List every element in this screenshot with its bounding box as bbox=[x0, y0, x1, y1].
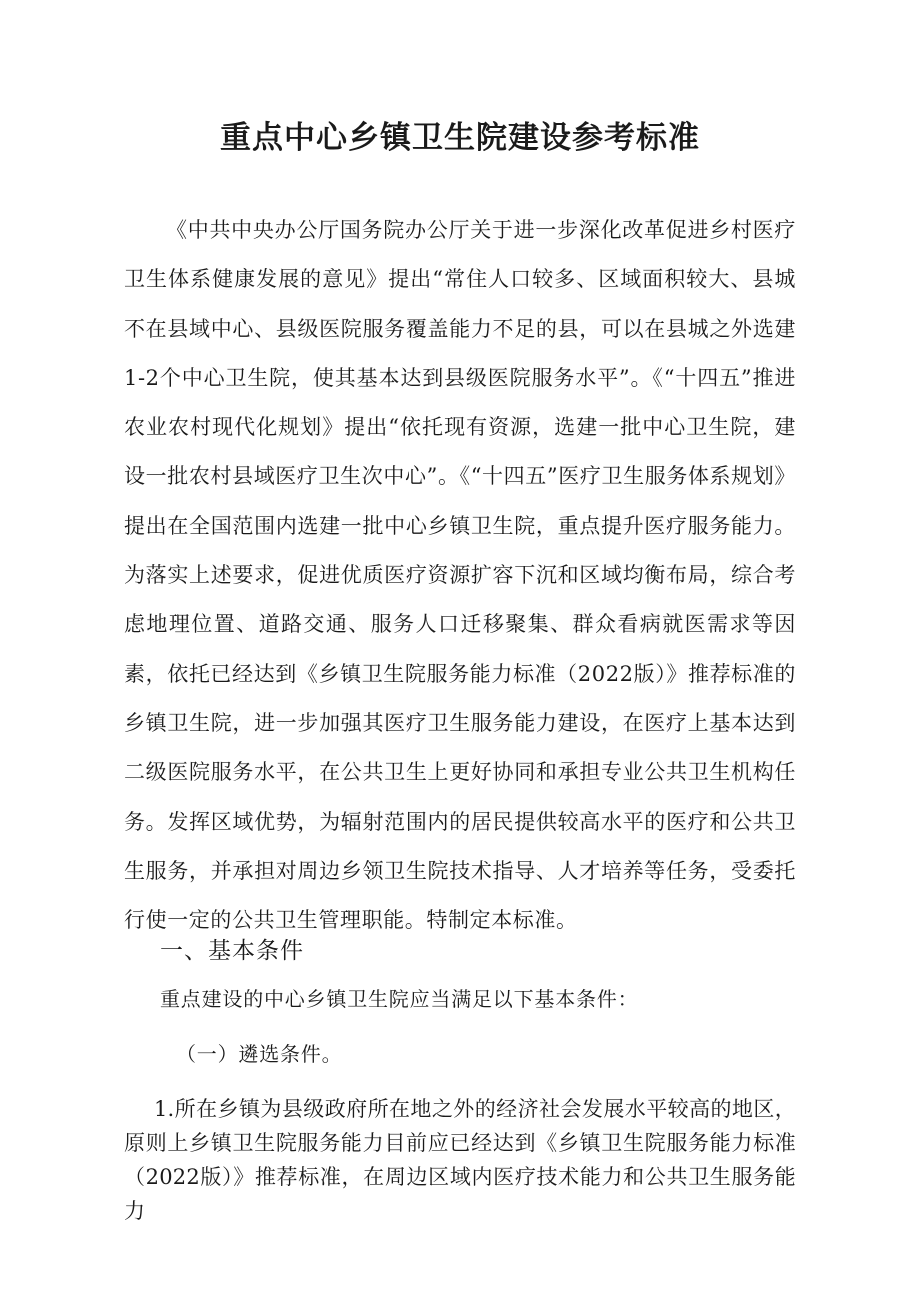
document-title: 重点中心乡镇卫生院建设参考标准 bbox=[220, 120, 700, 156]
section-heading-basic-conditions: 一、基本条件 bbox=[160, 938, 304, 964]
section-intro-text: 重点建设的中心乡镇卫生院应当满足以下基本条件： bbox=[160, 987, 639, 1011]
subsection-heading-selection: （一）遴选条件。 bbox=[176, 1042, 343, 1066]
list-item: 1.所在乡镇为县级政府所在地之外的经济社会发展水平较高的地区，原则上乡镇卫生院服务能力目前应已经达到《乡镇卫生院服务能力标准（2022版）》推荐标准，在周边区域内医疗技术能力和公共卫生服务能力 bbox=[124, 1097, 796, 1223]
intro-paragraph: 《中共中央办公厅国务院办公厅关于进一步深化改革促进乡村医疗卫生体系健康发展的意见》提出“常住人口较多、区域面积较大、县城不在县域中心、县级医院服务覆盖能力不足的县，可以在县城之外选建1-2个中心卫生院，使其基本达到县级医院服务水平”。《“十四五”推进农业农村现代化规划》提出“依托现有资源，选建一批中心卫生院，建设一批农村县域医疗卫生次中心”。《“十四五”医疗卫生服务体系规划》提出在全国范围内选建一批中心乡镇卫生院，重点提升医疗服务能力。为落实上述要求，促进优质医疗资源扩容下沉和区域均衡布局，综合考虑地理位置、道路交通、服务人口迁移聚集、群众看病就医需求等因素，依托已经达到《乡镇卫生院服务能力标准（2022版）》推荐标准的乡镇卫生院，进一步加强其医疗卫生服务能力建设，在医疗上基本达到二级医院服务水平，在公共卫生上更好协同和承担专业公共卫生机构任务。发挥区域优势，为辐射范围内的居民提供较高水平的医疗和公共卫生服务，并承担对周边乡领卫生院技术指导、人才培养等任务，受委托行使一定的公共卫生管理职能。特制定本标准。 bbox=[124, 218, 796, 933]
